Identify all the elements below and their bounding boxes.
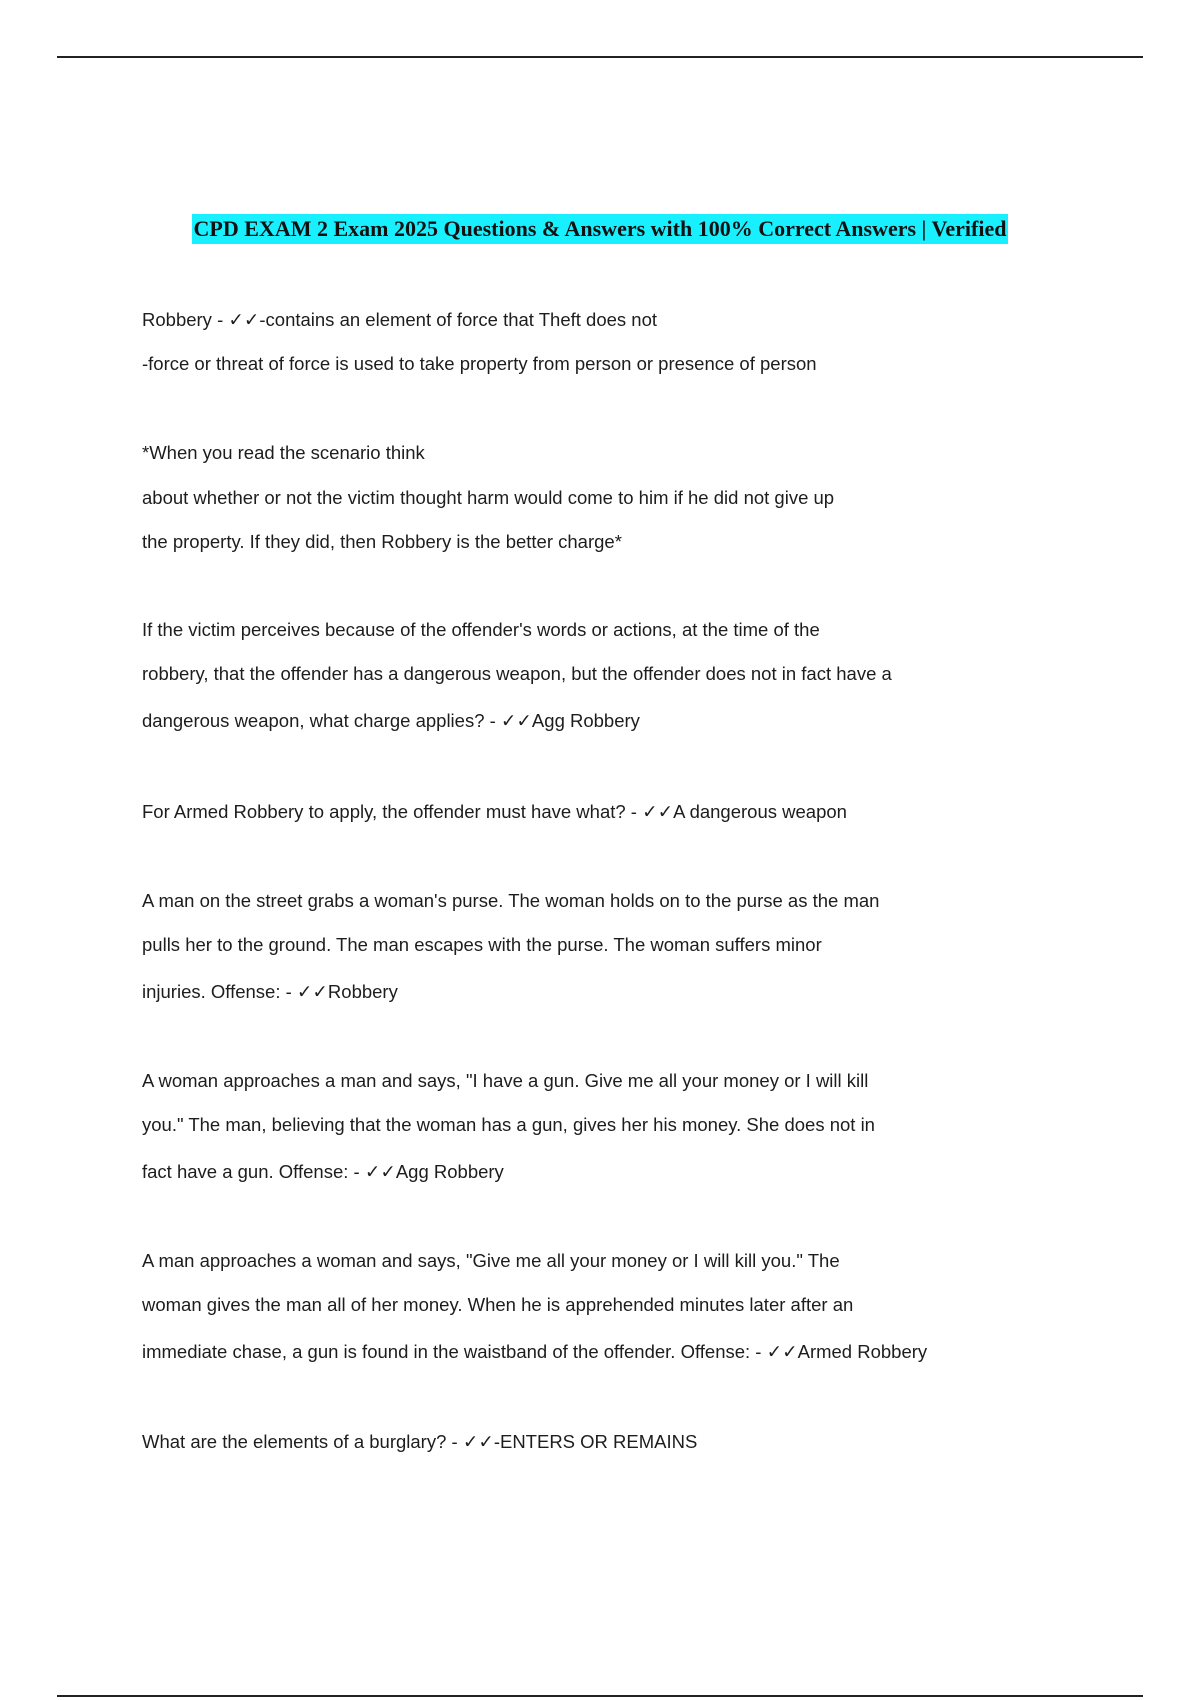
text-line: *When you read the scenario think [142, 442, 425, 463]
text-line: fact have a gun. Offense: - ✓✓Agg Robbery [142, 1161, 504, 1182]
text-line: If the victim perceives because of the offender's words or actions, at the time of the [142, 619, 820, 640]
text-line: What are the elements of a burglary? - ✓✓-ENTERS OR REMAINS [142, 1431, 698, 1452]
text-line: injuries. Offense: - ✓✓Robbery [142, 981, 398, 1002]
bottom-divider [57, 1695, 1143, 1697]
document-title: CPD EXAM 2 Exam 2025 Questions & Answers with 100% Correct Answers | Verified [192, 214, 1009, 244]
text-line: dangerous weapon, what charge applies? - ✓✓Agg Robbery [142, 710, 640, 731]
text-line: you." The man, believing that the woman has a gun, gives her his money. She does not in [142, 1114, 875, 1135]
text-line: pulls her to the ground. The man escapes with the purse. The woman suffers minor [142, 934, 822, 955]
text-line: -force or threat of force is used to take property from person or presence of person [142, 353, 817, 374]
text-line: A woman approaches a man and says, "I have a gun. Give me all your money or I will kill [142, 1070, 869, 1091]
text-line: For Armed Robbery to apply, the offender must have what? - ✓✓A dangerous weapon [142, 801, 847, 822]
text-line: Robbery - ✓✓-contains an element of force that Theft does not [142, 309, 658, 330]
text-line: immediate chase, a gun is found in the waistband of the offender. Offense: - ✓✓Armed Robbery [142, 1341, 928, 1362]
text-line: the property. If they did, then Robbery is the better charge* [142, 531, 622, 552]
text-line: about whether or not the victim thought harm would come to him if he did not give up [142, 487, 835, 508]
text-line: woman gives the man all of her money. When he is apprehended minutes later after an [142, 1294, 854, 1315]
text-line: A man on the street grabs a woman's purse. The woman holds on to the purse as the man [142, 890, 880, 911]
text-line: robbery, that the offender has a dangerous weapon, but the offender does not in fact have a [142, 663, 892, 684]
text-line: A man approaches a woman and says, "Give me all your money or I will kill you." The [142, 1250, 840, 1271]
